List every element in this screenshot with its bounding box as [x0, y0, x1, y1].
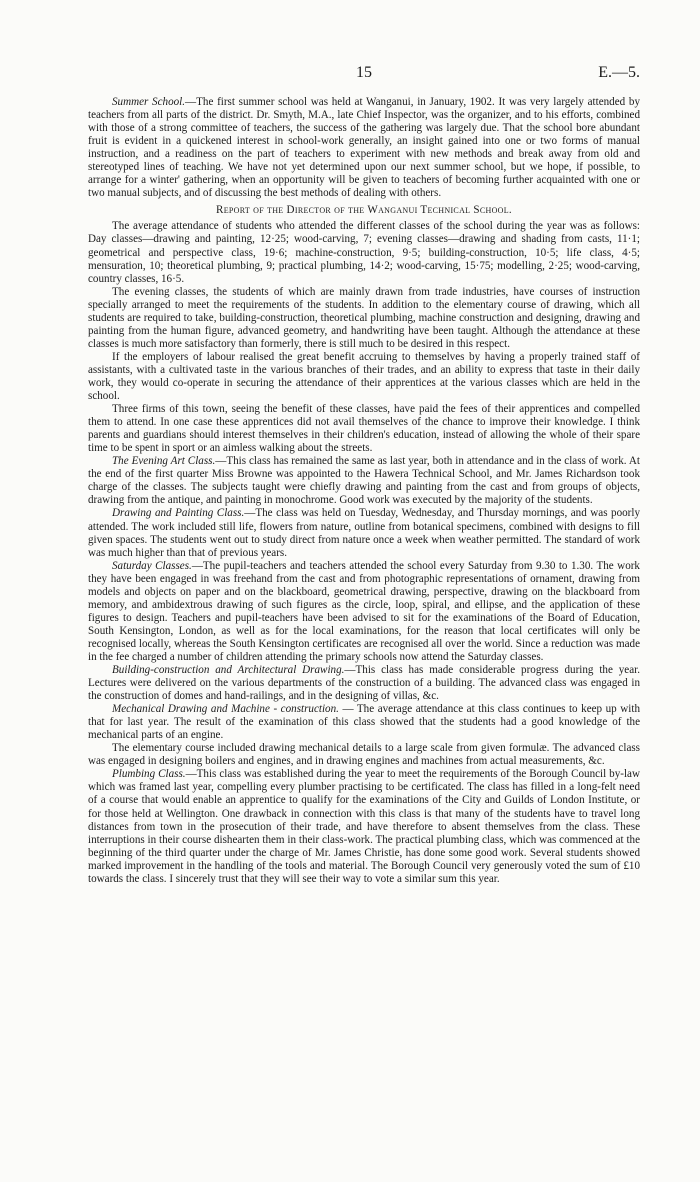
- paragraph-run-in-heading: Saturday Classes.: [112, 559, 192, 572]
- paragraph: [88, 220, 640, 285]
- paragraph-text: Three firms of this town, seeing the benefit of these classes, have paid the fees of their apprentices and compelled them to attend. In one case these apprentices did not avail themselves of the chance to improve their knowledge. I think parents and guardians should interest themselves in their children's education, instead of allowing the whole of their spare time to be spent in sport or an aimless walking about the streets.: [88, 403, 640, 455]
- paragraph-text: The elementary course included drawing mechanical details to a large scale from given formulæ. The advanced class was engaged in designing boilers and engines, and in drawing engines and machines from actual measurements, &c.: [88, 742, 640, 768]
- paragraph: [88, 507, 640, 559]
- paragraph: [88, 664, 640, 703]
- paragraph: [88, 703, 640, 742]
- body-text: [88, 96, 640, 886]
- paragraph: [88, 455, 640, 507]
- paragraph-text: — The average attendance at this class continues to keep up with that for last year. The result of the examination of this class showed that the students had a good knowledge of the mechanical parts of an engine.: [88, 703, 640, 742]
- paragraph-text: If the employers of labour realised the great benefit accruing to themselves by having a properly trained staff of assistants, with a cultivated taste in the various branches of their trades, and an ability to express that taste in their daily work, they would co-operate in securing the attendance of their apprentices at the various classes which are held in the school.: [88, 350, 640, 403]
- section-heading: Report of the Director of the Wanganui Technical School.: [216, 204, 512, 217]
- paragraph-text: —This class was established during the year to meet the requirements of the Borough Council by-law which was framed last year, compelling every plumber practising to be certificated. The class has filled in a long-felt need of a course that would enable an apprentice to qualify for the examinations of the City and Guilds of London Institute, or for those held at Wellington. One drawback in connection with this class is that many of the students have to travel long distances from town in the prosecution of their trade, and have therefore to absent themselves from the class. These interruptions in their course dishearten them in their class-work. The practical plumbing class, which was commenced at the beginning of the third quarter under the charge of Mr. James Christie, has done some good work. Several students showed marked improvement in the handling of the tools and material. The Borough Council very generously voted the sum of £10 towards the class. I sincerely trust that they will see their way to vote a similar sum this year.: [88, 768, 640, 885]
- paragraph-run-in-heading: The Evening Art Class.: [112, 455, 216, 468]
- paragraph-run-in-heading: Drawing and Painting Class.: [112, 507, 245, 520]
- paragraph: [88, 351, 640, 403]
- paragraph-text: —This class has remained the same as last year, both in attendance and in the class of work. At the end of the first quarter Miss Browne was appointed to the Hawera Technical School, and Mr. James Richardson took charge of the classes. The subjects taught were chiefly drawing and painting from the cast and from groups of objects, drawing from the antique, and painting in monochrome. Good work was executed by the majority of the students.: [88, 455, 640, 507]
- paragraph: [88, 768, 640, 885]
- page-number: 15: [356, 64, 372, 81]
- paragraph-text: The average attendance of students who attended the different classes of the school during the year was as follows: Day classes—drawing and painting, 12·25; wood-carving, 7; evening classes—drawing and shading from casts, 11·1; geometrical and perspective class, 19·6; machine-construction, 9·5; building-construction, 10·5; life class, 4·5; mensuration, 10; theoretical plumbing, 9; practical plumbing, 14·2; wood-carving, 15·75; modelling, 2·25; wood-carving, country classes, 16·5.: [88, 220, 640, 285]
- paragraph: [88, 96, 640, 200]
- paragraph-text: —The class was held on Tuesday, Wednesday, and Thursday mornings, and was poorly attended. The work included still life, flowers from nature, outline from botanical specimens, combined with designs to fill given spaces. The students went out to study direct from nature once a week when weather permitted. The standard of work was much higher than that of previous years.: [88, 507, 640, 559]
- paragraph-text: The evening classes, the students of which are mainly drawn from trade industries, have courses of instruction specially arranged to meet the requirements of the students. In addition to the elementary course of drawing, which all students are required to take, building-construction, theoretical plumbing, machine construction and designing, drawing and painting from the human figure, advanced geometry, and handwriting have been taught. Although the attendance at these classes is much more satisfactory than formerly, there is still much to be desired in this respect.: [88, 285, 640, 350]
- paragraph-run-in-heading: Plumbing Class.: [112, 768, 186, 781]
- page-header: [88, 64, 640, 86]
- paragraph-run-in-heading: Building-construction and Architectural Drawing.: [112, 664, 345, 677]
- paragraph-run-in-heading: Summer School.: [112, 96, 186, 108]
- paragraph: [88, 742, 640, 768]
- paragraph: [88, 560, 640, 664]
- paragraph-text: —The first summer school was held at Wanganui, in January, 1902. It was very largely attended by teachers from all parts of the district. Dr. Smyth, M.A., late Chief Inspector, was the organizer, and to his efforts, combined with those of a strong committee of teachers, the success of the gathering was largely due. That the school bore abundant fruit is evident in a quickened interest in school-work generally, an insight gained into one or two forms of manual instruction, and a readiness on the part of teachers to experiment with new methods and break away from old and stereotyped lines of teaching. We have not yet determined upon our next summer school, but we hope, if possible, to arrange for a winter' gathering, when an opportunity will be given to teachers of becoming further acquainted with one or two manual subjects, and of discussing the best methods of dealing with others.: [88, 96, 640, 200]
- document-reference: E.—5.: [598, 64, 640, 81]
- paragraph-text: —The pupil-teachers and teachers attended the school every Saturday from 9.30 to 1.30. The work they have been engaged in was freehand from the cast and from photographic representations of ornament, drawing from models and objects on paper and on the blackboard, geometrical drawing, perspective, drawing on the blackboard from memory, and ambidextrous drawing of such figures as the circle, loop, spiral, and ellipse, and the application of these figures to design. Teachers and pupil-teachers have been advised to sit for the examinations of the Board of Education, South Kensington, London, as well as for the local examinations, for the reason that local certificates will only be recognised locally, whereas the South Kensington certificates are recognised all over the world. Since a reduction was made in the fee charged a number of children attending the primary schools now attend the Saturday classes.: [88, 559, 640, 663]
- paragraph-text: —This class has made considerable progress during the year. Lectures were delivered on the various departments of the construction of a building. The advanced class was engaged in the construction of domes and hand-railings, and in the designing of villas, &c.: [88, 664, 641, 703]
- paragraph-run-in-heading: Mechanical Drawing and Machine - construction.: [112, 703, 339, 716]
- paragraph: [88, 286, 640, 351]
- paragraph: [88, 403, 640, 455]
